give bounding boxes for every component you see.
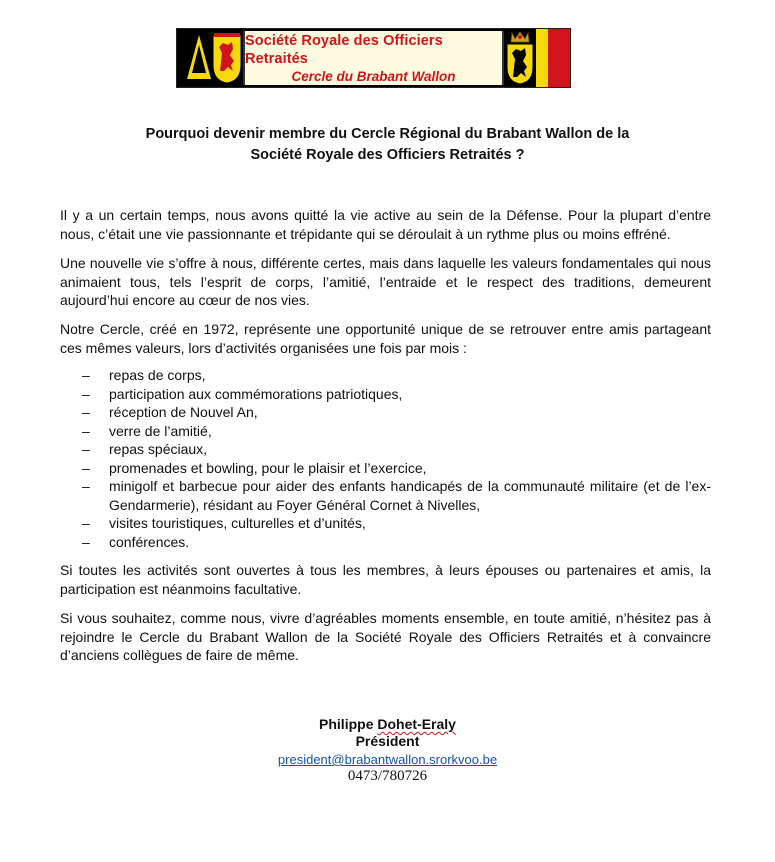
- banner-title-box: [243, 31, 504, 85]
- list-item: [60, 403, 711, 422]
- list-item-text: repas spéciaux,: [109, 441, 208, 457]
- bullet-dash: –: [82, 533, 90, 550]
- list-item-text: participation aux commémorations patriotiques,: [109, 385, 403, 402]
- walloon-rooster-shield-icon: [185, 31, 213, 85]
- bullet-dash: –: [82, 367, 90, 383]
- list-item: [60, 366, 711, 385]
- email-link[interactable]: president@brabantwallon.srorkvoo.be: [277, 752, 498, 767]
- page-title-line-1: Pourquoi devenir membre du Cercle Régional du Brabant Wallon de la: [145, 126, 630, 142]
- list-item: [60, 385, 711, 404]
- list-item: [60, 422, 711, 441]
- list-item: [60, 533, 711, 552]
- signature-name: [0, 716, 775, 732]
- signature-first-name: Philippe: [319, 716, 374, 732]
- signature-last-name: Dohet-Eraly: [377, 716, 456, 732]
- activities-list: [60, 366, 711, 551]
- signature-role: Président: [355, 733, 420, 749]
- list-item-text: repas de corps,: [109, 367, 206, 383]
- list-item: [60, 459, 711, 478]
- list-item-text: minigolf et barbecue pour aider des enfants handicapés de la communauté militaire (et de l’ex-Gendarmerie), résidant au Foyer Général Cornet à Nivelles,: [109, 478, 711, 513]
- bullet-dash: –: [82, 404, 90, 420]
- list-item-text: réception de Nouvel An,: [109, 404, 258, 420]
- bullet-dash: –: [82, 459, 90, 476]
- list-item: [60, 514, 711, 533]
- paragraph-invitation: Si vous souhaitez, comme nous, vivre d’agréables moments ensemble, en toute amitié, n’hésitez pas à rejoindre le Cercle du Brabant Wallon de la Société Royale des Officiers Retraités et à convaincre d’anciens collègues de faire de même.: [60, 610, 711, 663]
- paragraph-intro: Il y a un certain temps, nous avons quitté la vie active au sein de la Défense. Pour la plupart d’entre nous, c’était une vie passionnante et trépidante qui se déroulait à un rythme plus ou moins effréné.: [60, 207, 711, 242]
- paragraph-cercle: Notre Cercle, créé en 1972, représente une opportunité unique de se retrouver entre amis partageant ces mêmes valeurs, lors d’activités organisées une fois par mois :: [60, 321, 711, 356]
- banner-title: Société Royale des Officiers Retraités: [245, 32, 443, 67]
- page-title: [60, 124, 715, 166]
- crowned-lion-shield-icon: [504, 31, 536, 85]
- list-item: [60, 440, 711, 459]
- lion-shield-icon: [211, 31, 243, 85]
- bullet-dash: –: [82, 441, 90, 457]
- bullet-dash: –: [82, 385, 90, 402]
- page-title-line-2: Société Royale des Officiers Retraités ?: [250, 147, 525, 163]
- paragraph-participation: Si toutes les activités sont ouvertes à tous les membres, à leurs épouses ou partenaires et amis, la participation est néanmoins facultative.: [60, 562, 711, 597]
- list-item-text: promenades et bowling, pour le plaisir et l’exercice,: [109, 459, 427, 476]
- paragraph-values: Une nouvelle vie s’offre à nous, différente certes, mais dans laquelle les valeurs fondamentales qui nous animaient tous, tels l’esprit de corps, l’amitié, l’entraide et le respect des traditions, demeurent aujourd’hui encore au cœur de nos vies.: [60, 255, 711, 308]
- bullet-dash: –: [82, 515, 90, 531]
- list-item-text: verre de l’amitié,: [109, 422, 212, 439]
- header-banner: [176, 28, 571, 88]
- banner-subtitle: Cercle du Brabant Wallon: [291, 68, 456, 84]
- list-item-text: conférences.: [109, 533, 190, 550]
- phone-number: 0473/780726: [347, 768, 428, 784]
- list-item: [60, 477, 711, 514]
- bullet-dash: –: [82, 422, 90, 439]
- list-item-text: visites touristiques, culturelles et d’unités,: [109, 515, 366, 531]
- bullet-dash: –: [82, 478, 90, 494]
